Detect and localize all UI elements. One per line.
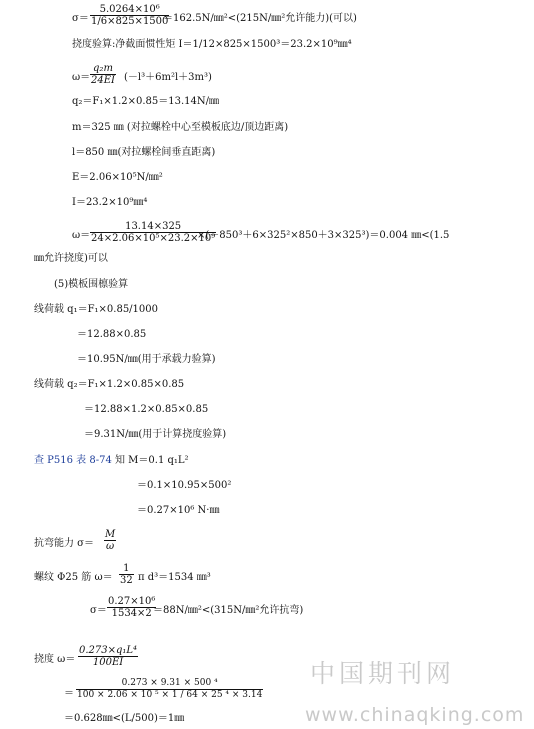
watermark-url: www.chinaqking.com (305, 704, 525, 726)
fraction-numerator: 1 (119, 563, 134, 575)
q2-step-2: ＝9.31N/㎜(用于计算挠度验算) (84, 429, 227, 440)
deflection-calc-continuation: ㎜允许挠度)可以 (34, 253, 108, 264)
fraction-denominator: ω (106, 541, 115, 552)
fraction-denominator: 24EI (91, 75, 115, 86)
fraction-numerator: q₂m (90, 63, 116, 75)
q1-step-1: ＝12.88×0.85 (77, 329, 147, 340)
line-load-q2-rim: 线荷载 q₂＝F₁×1.2×0.85×0.85 (34, 379, 185, 390)
fraction-numerator: 13.14×325 (90, 221, 216, 233)
rim-deflection-result: ＝0.628㎜<(L/500)＝1㎜ (64, 713, 185, 724)
deflection-calc-label: ω＝ (72, 230, 91, 241)
moment-step-2: ＝0.27×10⁶ N·㎜ (137, 505, 220, 516)
rebar-stress-fraction (107, 596, 156, 619)
param-l: l＝850 ㎜(对拉螺栓间垂直距离) (72, 147, 216, 158)
fraction-denominator: 100EI (92, 657, 124, 668)
rim-deflection-label: 挠度 ω＝ (34, 654, 76, 665)
deflection-fraction (90, 63, 116, 86)
line-load-q1: 线荷载 q₁＝F₁×0.85/1000 (34, 304, 158, 315)
stress-fraction (90, 4, 169, 27)
deflection-calc-tail: ×(－850³＋6×325²×850＋3×325³)＝0.004 ㎜<(1.5 (197, 230, 450, 241)
param-m: m＝325 ㎜ (对拉螺栓中心至模板底边/顶边距离) (72, 122, 289, 133)
rebar-stress-result: ＝88N/㎜²<(315N/㎜²允许抗弯) (153, 605, 304, 616)
rim-deflection-eq: ＝ (64, 688, 74, 699)
rim-deflection-fraction (78, 645, 138, 668)
fraction-numerator: 0.273 × 9.31 × 500 ⁴ (76, 678, 263, 690)
fraction-denominator: 32 (120, 575, 133, 586)
fraction-numerator: 0.27×10⁶ (108, 596, 156, 607)
table-reference-link[interactable]: 查 P516 表 8-74 (34, 455, 112, 466)
fraction-denominator: 1/6×825×1500 (91, 16, 169, 27)
deflection-formula-tail: (－l³＋6m²l＋3m³) (124, 72, 212, 83)
q1-step-2: ＝10.95N/㎜(用于承载力验算) (77, 354, 216, 365)
line-load-q2: q₂＝F₁×1.2×0.85＝13.14N/㎜ (72, 96, 220, 107)
fraction-numerator: 0.273×q₁L⁴ (79, 645, 138, 656)
fraction-numerator: 5.0264×10⁶ (90, 4, 169, 16)
fraction-denominator: 24×2.06×10⁵×23.2×10⁹ (91, 233, 216, 244)
rim-deflection-calc-fraction (76, 678, 263, 701)
moment-formula: 知 M＝0.1 q₁L² (111, 455, 189, 466)
deflection-formula-label: ω＝ (72, 72, 91, 83)
bending-capacity-fraction (104, 529, 116, 552)
rebar-stress-label: σ＝ (90, 605, 107, 616)
moment-step-1: ＝0.1×10.95×500² (137, 480, 232, 491)
fraction-numerator: M (105, 529, 116, 540)
deflection-check-heading: 挠度验算:净截面惯性矩 I＝1/12×825×1500³＝23.2×10⁹㎜⁴ (72, 39, 352, 50)
watermark-chinese: 中国期刊网 (310, 659, 456, 688)
rebar-modulus-label: 螺纹 Φ25 筋 ω＝ (34, 572, 113, 583)
rebar-modulus-result: π d³＝1534 ㎜³ (138, 572, 211, 583)
fraction-denominator: 100 × 2.06 × 10 ⁵ × 1 / 64 × 25 ⁴ × 3.14 (77, 690, 263, 700)
rebar-modulus-fraction (119, 563, 134, 586)
stress-result: ＝162.5N/㎜²<(215N/㎜²允许能力)(可以) (163, 13, 357, 24)
section-heading-5: (5)模板围檩验算 (54, 279, 129, 290)
moment-line (34, 455, 189, 467)
q2-step-1: ＝12.88×1.2×0.85×0.85 (84, 404, 209, 415)
param-e: E＝2.06×10⁵N/㎜² (72, 172, 163, 183)
stress-label: σ＝ (72, 13, 89, 24)
param-i: I＝23.2×10⁹㎜⁴ (72, 197, 148, 208)
fraction-denominator: 1534×2 (111, 608, 152, 619)
bending-capacity-label: 抗弯能力 σ＝ (34, 538, 95, 549)
